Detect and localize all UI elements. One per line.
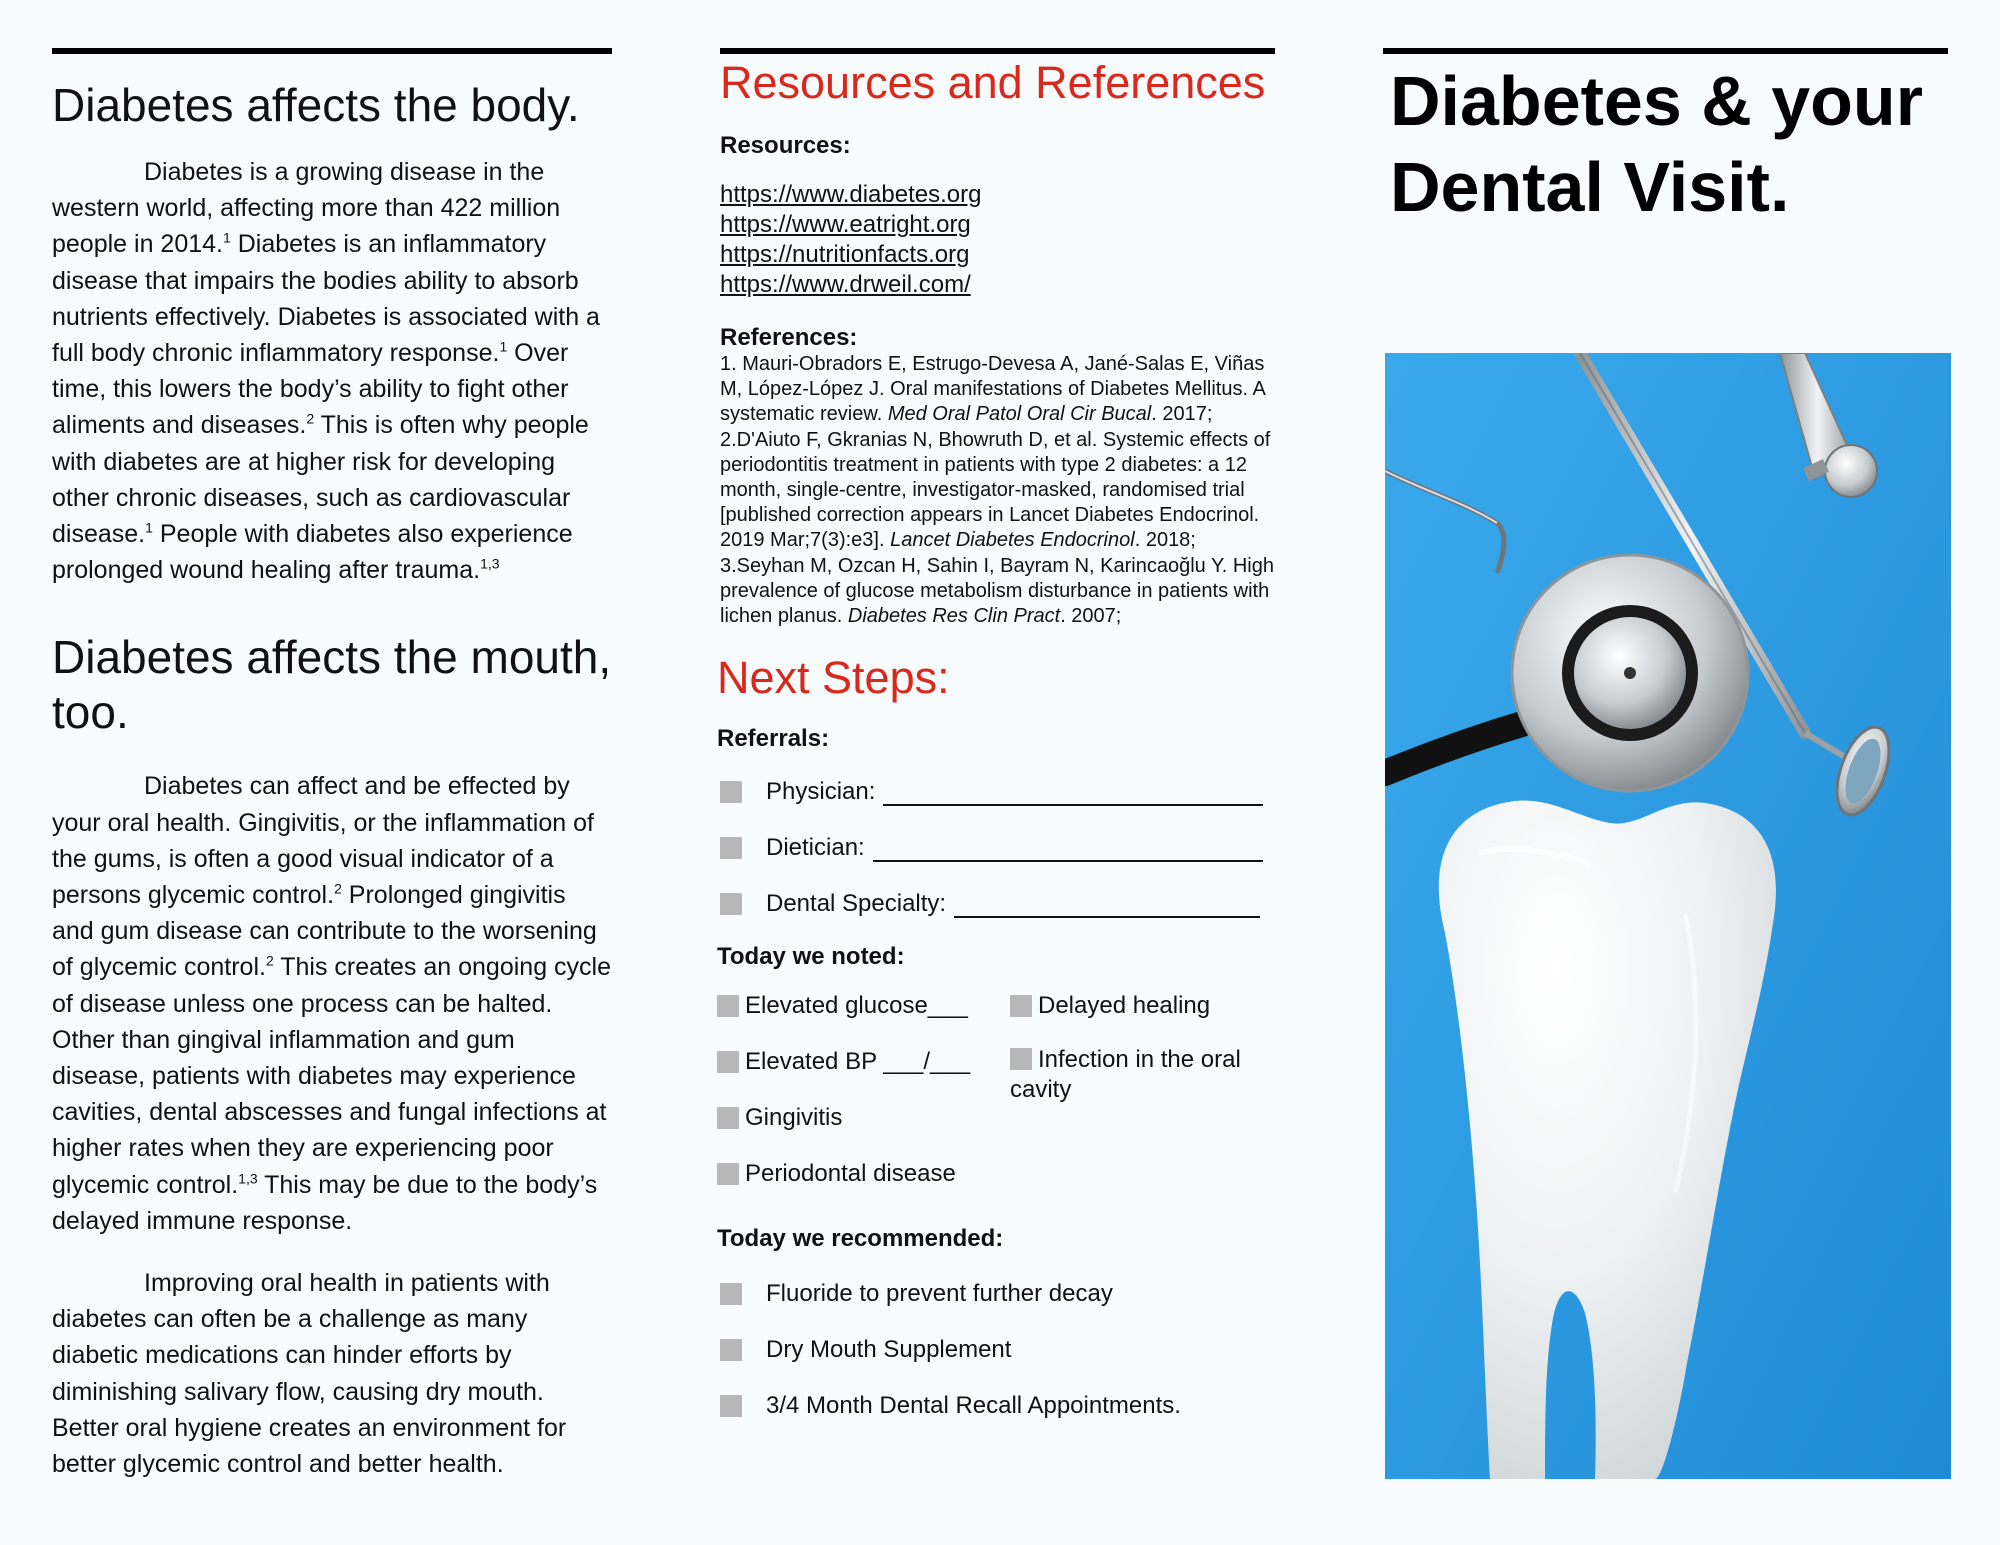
paragraph-body: Diabetes is a growing disease in the western world, affecting more than 422 million people in 2014.$^1$ Diabetes is an inflammatory disease that impairs the bodies ability to absorb nutrients effectively. Diabetes is associated with a full body chronic inflammatory response.$^1$ Over time, this lowers the body’s ability to fight other aliments and diseases.$^2$ This is often why people with diabetes are at higher risk for developing other chronic diseases, such as cardiovascular disease.$^1$ People with diabetes also experience prolonged wound healing after trauma.$^{1,3}$	[52, 158, 600, 585]
recommended-row	[720, 1389, 1280, 1423]
referral-blank-line[interactable]	[954, 890, 1260, 918]
references-list	[720, 352, 1280, 629]
recommended-row	[720, 1277, 1280, 1311]
noted-label-text: Elevated glucose___	[745, 992, 968, 1020]
referral-checkbox[interactable]	[720, 837, 742, 859]
column2-top-rule	[720, 48, 1275, 54]
noted-row	[717, 1157, 1007, 1191]
noted-right-column	[1010, 989, 1280, 1105]
recommended-label-text: Dry Mouth Supplement	[766, 1336, 1012, 1364]
noted-label-text: Infection in the oral cavity	[1010, 1046, 1241, 1104]
paragraph-oral-health: Improving oral health in patients with diabetes can often be a challenge as many diabetic medications can hinder efforts by diminishing salivary flow, causing dry mouth. Better oral hygiene creates an environment for better glycemic control and better health.	[52, 1269, 567, 1479]
body-column	[52, 78, 614, 1482]
recommended-checkbox[interactable]	[720, 1395, 742, 1417]
noted-checkbox[interactable]	[717, 995, 739, 1017]
noted-row	[717, 1101, 1007, 1135]
noted-left-column	[717, 989, 1007, 1191]
recommended-label: Today we recommended:	[717, 1225, 1004, 1253]
column1-top-rule	[52, 48, 612, 54]
recommended-checkbox[interactable]	[720, 1339, 742, 1361]
referral-label: Dietician:	[766, 834, 865, 862]
dental-tools-illustration	[1385, 353, 1951, 1479]
noted-row	[1010, 989, 1280, 1023]
noted-checkbox[interactable]	[1010, 995, 1032, 1017]
recommended-label-text: Fluoride to prevent further decay	[766, 1280, 1113, 1308]
recommended-label-text: 3/4 Month Dental Recall Appointments.	[766, 1392, 1181, 1420]
resource-link[interactable]: https://www.diabetes.org	[720, 181, 982, 208]
reference-item: 2.D'Aiuto F, Gkranias N, Bhowruth D, et al. Systemic effects of periodontitis treatment in patients with type 2 diabetes: a 12 month, single-centre, investigator-masked, randomised trial [published correction appears in Lancet Diabetes Endocrinol. 2019 Mar;7(3):e3]. Lancet Diabetes Endocrinol. 2018;	[720, 428, 1271, 552]
brochure-title: Diabetes & your Dental Visit.	[1390, 62, 1923, 226]
referral-checkbox[interactable]	[720, 893, 742, 915]
resource-link[interactable]: https://www.eatright.org	[720, 211, 971, 238]
reference-item: 3.Seyhan M, Ozcan H, Sahin I, Bayram N, Karincaoğlu Y. High prevalence of glucose metabolism disturbance in patients with lichen planus. Diabetes Res Clin Pract. 2007;	[720, 554, 1274, 628]
resource-link[interactable]: https://www.drweil.com/	[720, 271, 971, 298]
paragraph-mouth: Diabetes can affect and be effected by your oral health. Gingivitis, or the inflammation of the gums, is often a good visual indicator of a persons glycemic control.$^2$ Prolonged gingivitis and gum disease can contribute to the worsening of glycemic control.$^2$ This creates an ongoing cycle of disease unless one process can be halted. Other than gingival inflammation and gum disease, patients with diabetes may experience cavities, dental abscesses and fungal infections at higher rates when they are experiencing poor glycemic control.$^{1,3}$ This may be due to the body’s delayed immune response.	[52, 772, 611, 1235]
column3-top-rule	[1383, 48, 1948, 54]
noted-checkbox[interactable]	[717, 1107, 739, 1129]
next-steps-heading: Next Steps:	[717, 652, 950, 704]
noted-checkbox[interactable]	[1010, 1048, 1032, 1070]
resource-links	[720, 180, 1280, 300]
heading-body: Diabetes affects the body.	[52, 79, 580, 131]
noted-row	[717, 989, 1007, 1023]
referral-row	[720, 775, 1280, 809]
resources-column	[717, 56, 1280, 1423]
heading-mouth: Diabetes affects the mouth, too.	[52, 631, 612, 739]
noted-label-text: Gingivitis	[745, 1104, 843, 1132]
noted-row	[1010, 1045, 1270, 1105]
noted-label-text: Periodontal disease	[745, 1160, 956, 1188]
referral-row	[720, 831, 1280, 865]
resources-heading: Resources and References	[720, 57, 1266, 108]
noted-label-text: Elevated BP ___/___	[745, 1048, 971, 1076]
tooth-stethoscope-photo	[1385, 353, 1951, 1479]
reference-item: 1. Mauri-Obradors E, Estrugo-Devesa A, Jané-Salas E, Viñas M, López-López J. Oral manifestations of Diabetes Mellitus. A systematic review. Med Oral Patol Oral Cir Bucal. 2017;	[720, 353, 1265, 426]
referral-row	[720, 887, 1280, 921]
referral-label: Dental Specialty:	[766, 890, 947, 918]
noted-grid	[720, 989, 1280, 1211]
referral-blank-line[interactable]	[873, 834, 1263, 862]
noted-label: Today we noted:	[717, 943, 905, 971]
noted-checkbox[interactable]	[717, 1163, 739, 1185]
recommended-checkbox[interactable]	[720, 1283, 742, 1305]
noted-checkbox[interactable]	[717, 1051, 739, 1073]
recommended-row	[720, 1333, 1280, 1367]
noted-label-text: Delayed healing	[1038, 992, 1211, 1020]
noted-row	[717, 1045, 1007, 1079]
resources-label: Resources:	[720, 132, 851, 159]
recommended-list	[720, 1277, 1280, 1423]
referrals-label: Referrals:	[717, 725, 830, 753]
resource-link[interactable]: https://nutritionfacts.org	[720, 241, 970, 268]
referrals-list	[720, 775, 1280, 921]
references-label: References:	[720, 324, 858, 351]
referral-label: Physician:	[766, 778, 876, 806]
referral-checkbox[interactable]	[720, 781, 742, 803]
referral-blank-line[interactable]	[883, 778, 1263, 806]
